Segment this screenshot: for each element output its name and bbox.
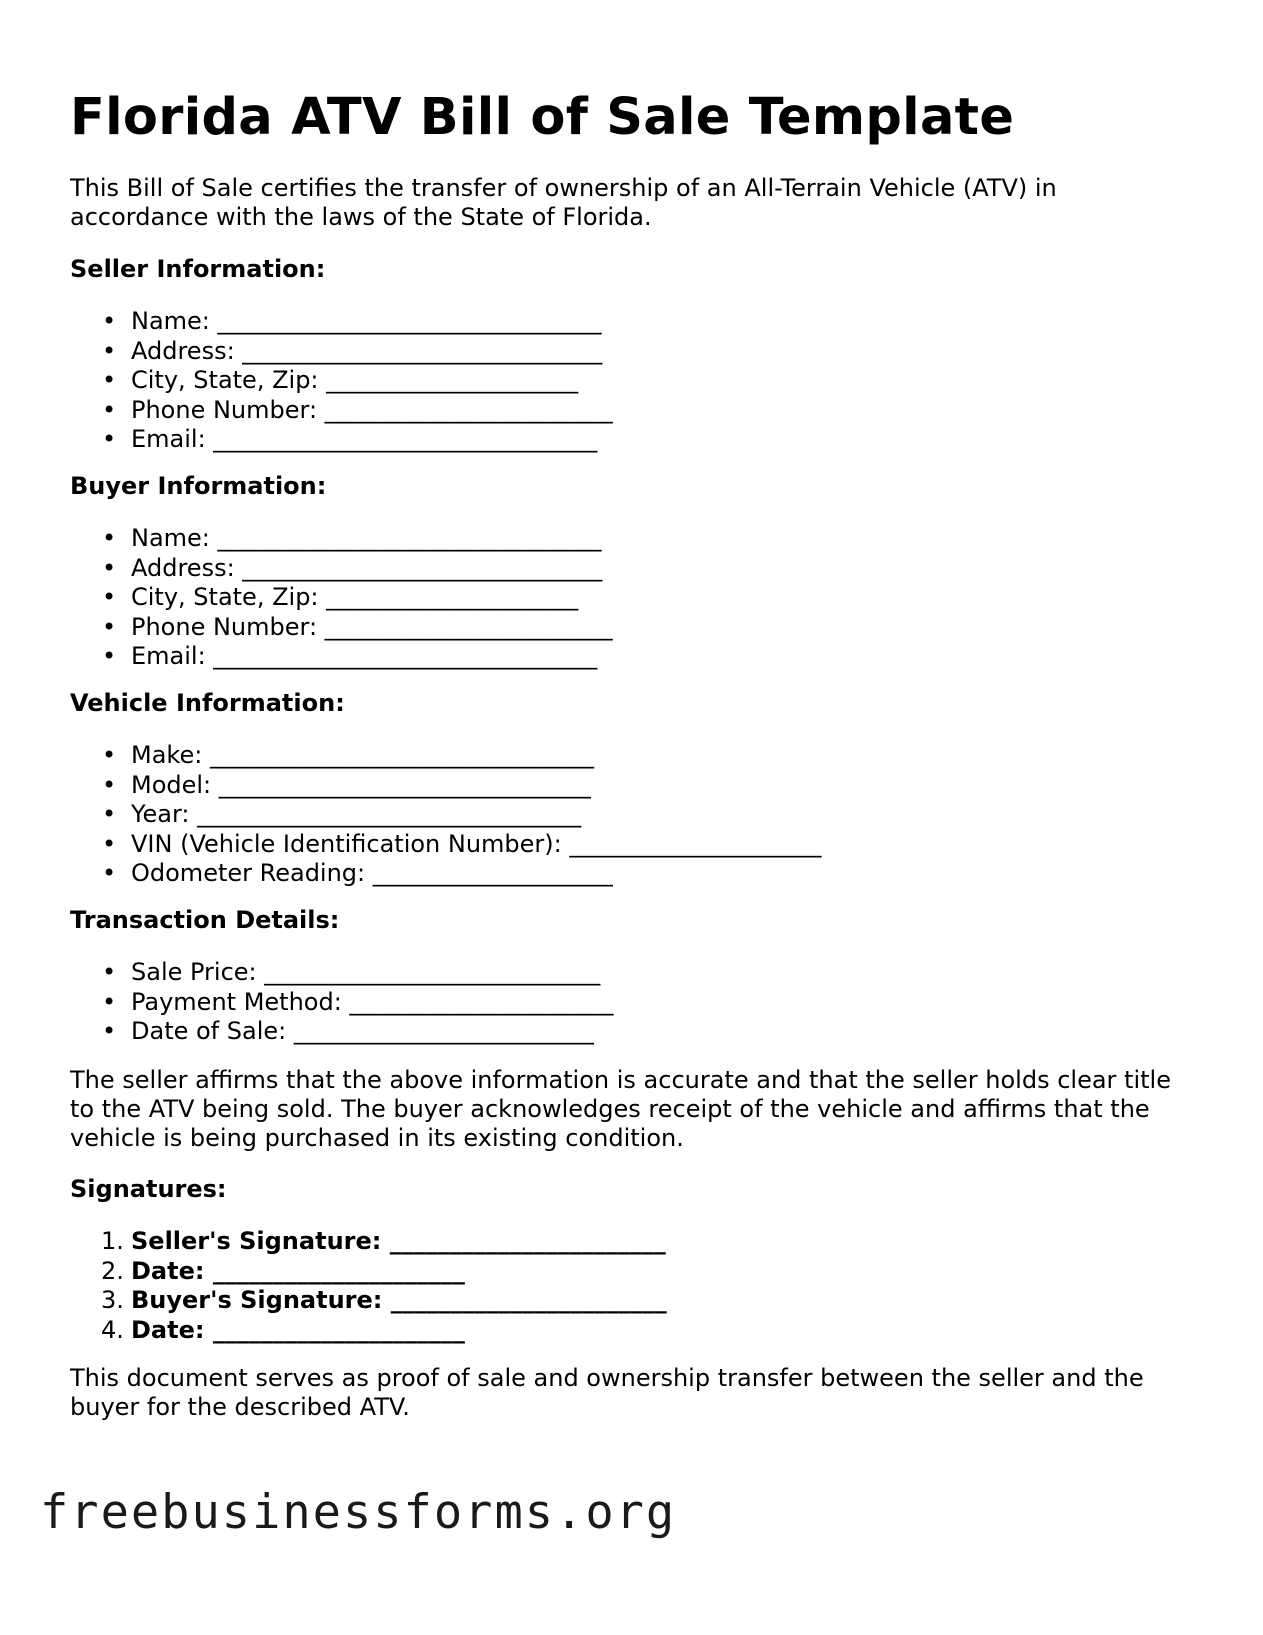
signatures-list: [70, 1227, 667, 1345]
vehicle-model-field[interactable]: • Model: _______________________________: [102, 770, 591, 799]
seller-email-field[interactable]: • Email: ________________________________: [102, 425, 598, 453]
list-number: 2.: [101, 1256, 124, 1285]
bullet: •: [102, 642, 117, 670]
seller-fields-list: [70, 307, 613, 455]
list-number: 1.: [101, 1227, 124, 1255]
affirmation-paragraph: The seller affirms that the above information is accurate and that the seller holds clear title to the ATV being sold. The buyer acknowledges receipt of the vehicle and affirms that the vehicle is being purchased in its existing condition.: [70, 1066, 1171, 1152]
buyer-city-state-zip-field[interactable]: • City, State, Zip: _____________________: [102, 583, 579, 611]
signature-label: Date:: [131, 1315, 205, 1344]
bullet: •: [102, 307, 117, 335]
bullet: •: [102, 366, 117, 394]
vehicle-fields-list: [70, 741, 821, 889]
bullet: •: [102, 612, 117, 641]
bullet: •: [102, 859, 117, 887]
buyer-email-field[interactable]: • Email: ________________________________: [102, 642, 598, 670]
signature-line: _______________________: [382, 1286, 667, 1314]
bullet: •: [102, 987, 117, 1016]
seller-name-field[interactable]: • Name: ________________________________: [102, 307, 602, 335]
payment-method-field[interactable]: • Payment Method: ______________________: [102, 987, 614, 1016]
signature-line: _____________________: [204, 1256, 465, 1285]
buyer-signature-field[interactable]: [70, 1286, 667, 1316]
transaction-heading: Transaction Details:: [70, 906, 340, 934]
vehicle-heading: Vehicle Information:: [70, 689, 345, 717]
bullet: •: [102, 741, 117, 769]
signatures-heading: Signatures:: [70, 1175, 227, 1203]
bullet: •: [102, 583, 117, 611]
transaction-fields-list: [70, 958, 613, 1047]
bullet: •: [102, 524, 117, 552]
signature-line: _______________________: [381, 1227, 666, 1255]
buyer-address-field[interactable]: • Address: ______________________________: [102, 553, 603, 582]
signature-label: Seller's Signature:: [131, 1227, 382, 1255]
bullet: •: [102, 1017, 117, 1045]
seller-signature-field[interactable]: [70, 1227, 667, 1257]
buyer-fields-list: [70, 524, 613, 672]
seller-date-field[interactable]: [70, 1257, 667, 1287]
vehicle-odometer-field[interactable]: • Odometer Reading: ____________________: [102, 859, 613, 887]
document-title: Florida ATV Bill of Sale Template: [70, 88, 1015, 147]
bullet: •: [102, 553, 117, 582]
buyer-date-field[interactable]: [70, 1316, 667, 1346]
buyer-name-field[interactable]: • Name: ________________________________: [102, 524, 602, 552]
buyer-heading: Buyer Information:: [70, 472, 327, 500]
bullet: •: [102, 336, 117, 365]
bullet: •: [102, 770, 117, 799]
closing-paragraph: This document serves as proof of sale and ownership transfer between the seller and the buyer for the described ATV.: [70, 1364, 1144, 1421]
date-of-sale-field[interactable]: • Date of Sale: _________________________: [102, 1017, 594, 1045]
sale-price-field[interactable]: • Sale Price: ____________________________: [102, 958, 601, 986]
bullet: •: [102, 958, 117, 986]
bullet: •: [102, 800, 117, 828]
seller-address-field[interactable]: • Address: ______________________________: [102, 336, 603, 365]
bullet: •: [102, 425, 117, 453]
signature-line: _____________________: [204, 1315, 465, 1344]
vehicle-vin-field[interactable]: • VIN (Vehicle Identification Number): _____________________: [102, 829, 822, 858]
buyer-phone-field[interactable]: • Phone Number: ________________________: [102, 612, 613, 641]
signature-label: Date:: [131, 1256, 205, 1285]
seller-heading: Seller Information:: [70, 255, 326, 283]
bullet: •: [102, 395, 117, 424]
intro-paragraph: This Bill of Sale certifies the transfer of ownership of an All-Terrain Vehicle (ATV) in accordance with the laws of the State of Florida.: [70, 174, 1057, 231]
seller-phone-field[interactable]: • Phone Number: ________________________: [102, 395, 613, 424]
seller-city-state-zip-field[interactable]: • City, State, Zip: _____________________: [102, 366, 579, 394]
list-number: 3.: [101, 1286, 124, 1314]
bullet: •: [102, 829, 117, 858]
signature-label: Buyer's Signature:: [131, 1286, 383, 1314]
vehicle-make-field[interactable]: • Make: ________________________________: [102, 741, 594, 769]
watermark: freebusinessforms.org: [40, 1485, 677, 1540]
list-number: 4.: [101, 1315, 124, 1344]
vehicle-year-field[interactable]: • Year: ________________________________: [102, 800, 582, 828]
